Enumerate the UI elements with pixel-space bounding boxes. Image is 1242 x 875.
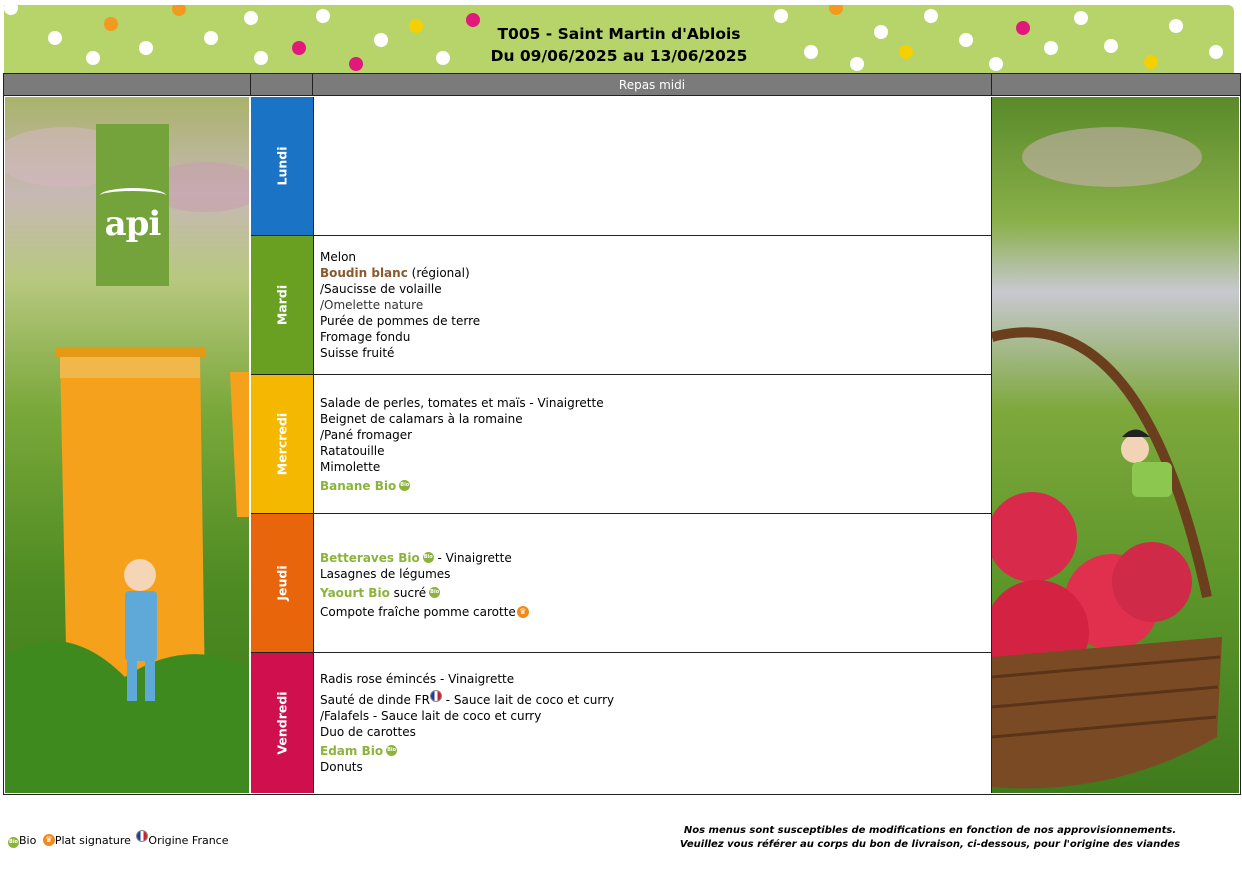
menu-item: Donuts — [320, 760, 363, 774]
menu-cell-mardi — [313, 236, 992, 375]
menu-item: Salade de perles, tomates et maïs - Vinaigrette — [320, 395, 604, 410]
api-logo — [96, 124, 169, 286]
day-label-vendredi: Vendredi — [251, 653, 313, 793]
menu-cell-vendredi — [313, 653, 992, 793]
france-flag-icon — [430, 690, 442, 702]
menu-item: Mimolette — [320, 459, 381, 474]
signature-dish-icon: ♛ — [517, 606, 529, 618]
day-label-jeudi: Jeudi — [251, 514, 313, 653]
day-label-mercredi: Mercredi — [251, 375, 313, 514]
menu-item: /Saucisse de volaille — [320, 282, 442, 296]
menu-item: Compote fraîche pomme carotte ♛ — [320, 604, 991, 620]
menu-title: T005 - Saint Martin d'Ablois — [497, 25, 741, 43]
footer-note-line2: Veuillez vous référer au corps du bon de livraison, ci-dessous, pour l'origine des viandes — [679, 839, 1181, 850]
footer-note — [630, 824, 1230, 852]
bio-badge-icon: Bio — [399, 480, 410, 491]
header-banner — [4, 5, 1234, 73]
menu-item: Betteraves Bio Bio - Vinaigrette — [320, 551, 512, 565]
menu-item: Fromage fondu — [320, 330, 411, 344]
menu-item: Beignet de calamars à la romaine — [320, 411, 523, 426]
france-flag-icon — [136, 830, 148, 842]
menu-cell-jeudi — [313, 514, 992, 653]
signature-dish-icon: ♛ — [43, 834, 55, 846]
menu-item: Duo de carottes — [320, 725, 416, 739]
menu-item: Suisse fruité — [320, 346, 395, 360]
day-label-mardi: Mardi — [251, 236, 313, 375]
api-logo-text: api — [104, 204, 161, 244]
legend-france-label: Origine France — [148, 834, 229, 847]
boots-photo — [5, 97, 249, 793]
legend-signature-label: Plat signature — [54, 834, 131, 847]
header-spacer-right — [992, 74, 1240, 96]
menu-cell-mercredi — [313, 375, 992, 514]
menu-item: Banane Bio Bio — [320, 478, 410, 493]
menu-item: Lasagnes de légumes — [320, 567, 451, 581]
legend-bio-label: Bio — [19, 834, 37, 847]
menu-item: Sauté de dinde FR - Sauce lait de coco et curry — [320, 690, 991, 708]
header-spacer-left — [4, 74, 251, 96]
menu-item: Boudin blanc (régional) — [320, 266, 470, 280]
bio-badge-icon: Bio — [429, 587, 440, 598]
apple-basket-photo — [992, 97, 1239, 793]
bio-badge-icon: Bio — [386, 745, 397, 756]
menu-item: /Pané fromager — [320, 427, 413, 442]
menu-item: Radis rose émincés - Vinaigrette — [320, 672, 515, 686]
column-header-repas-midi: Repas midi — [313, 74, 992, 96]
day-label-lundi: Lundi — [251, 97, 313, 236]
menu-item: Yaourt Bio sucré Bio — [320, 586, 440, 600]
menu-item: /Omelette nature — [320, 298, 424, 312]
header-spacer-days — [251, 74, 313, 96]
menu-item: Edam Bio Bio — [320, 744, 397, 758]
menu-item: Purée de pommes de terre — [320, 314, 481, 328]
menu-item: Ratatouille — [320, 443, 385, 458]
menu-cell-lundi — [313, 97, 992, 236]
menu-dates: Du 09/06/2025 au 13/06/2025 — [490, 47, 748, 65]
menu-item: Melon — [320, 250, 357, 264]
bio-badge-icon: Bio — [423, 552, 434, 563]
menu-item: /Falafels - Sauce lait de coco et curry — [320, 709, 542, 723]
menu-table — [3, 73, 1241, 795]
footer-note-line1: Nos menus sont susceptibles de modifications en fonction de nos approvisionnements. — [683, 825, 1177, 836]
legend — [8, 830, 231, 848]
bio-badge-icon: Bio — [8, 837, 19, 848]
